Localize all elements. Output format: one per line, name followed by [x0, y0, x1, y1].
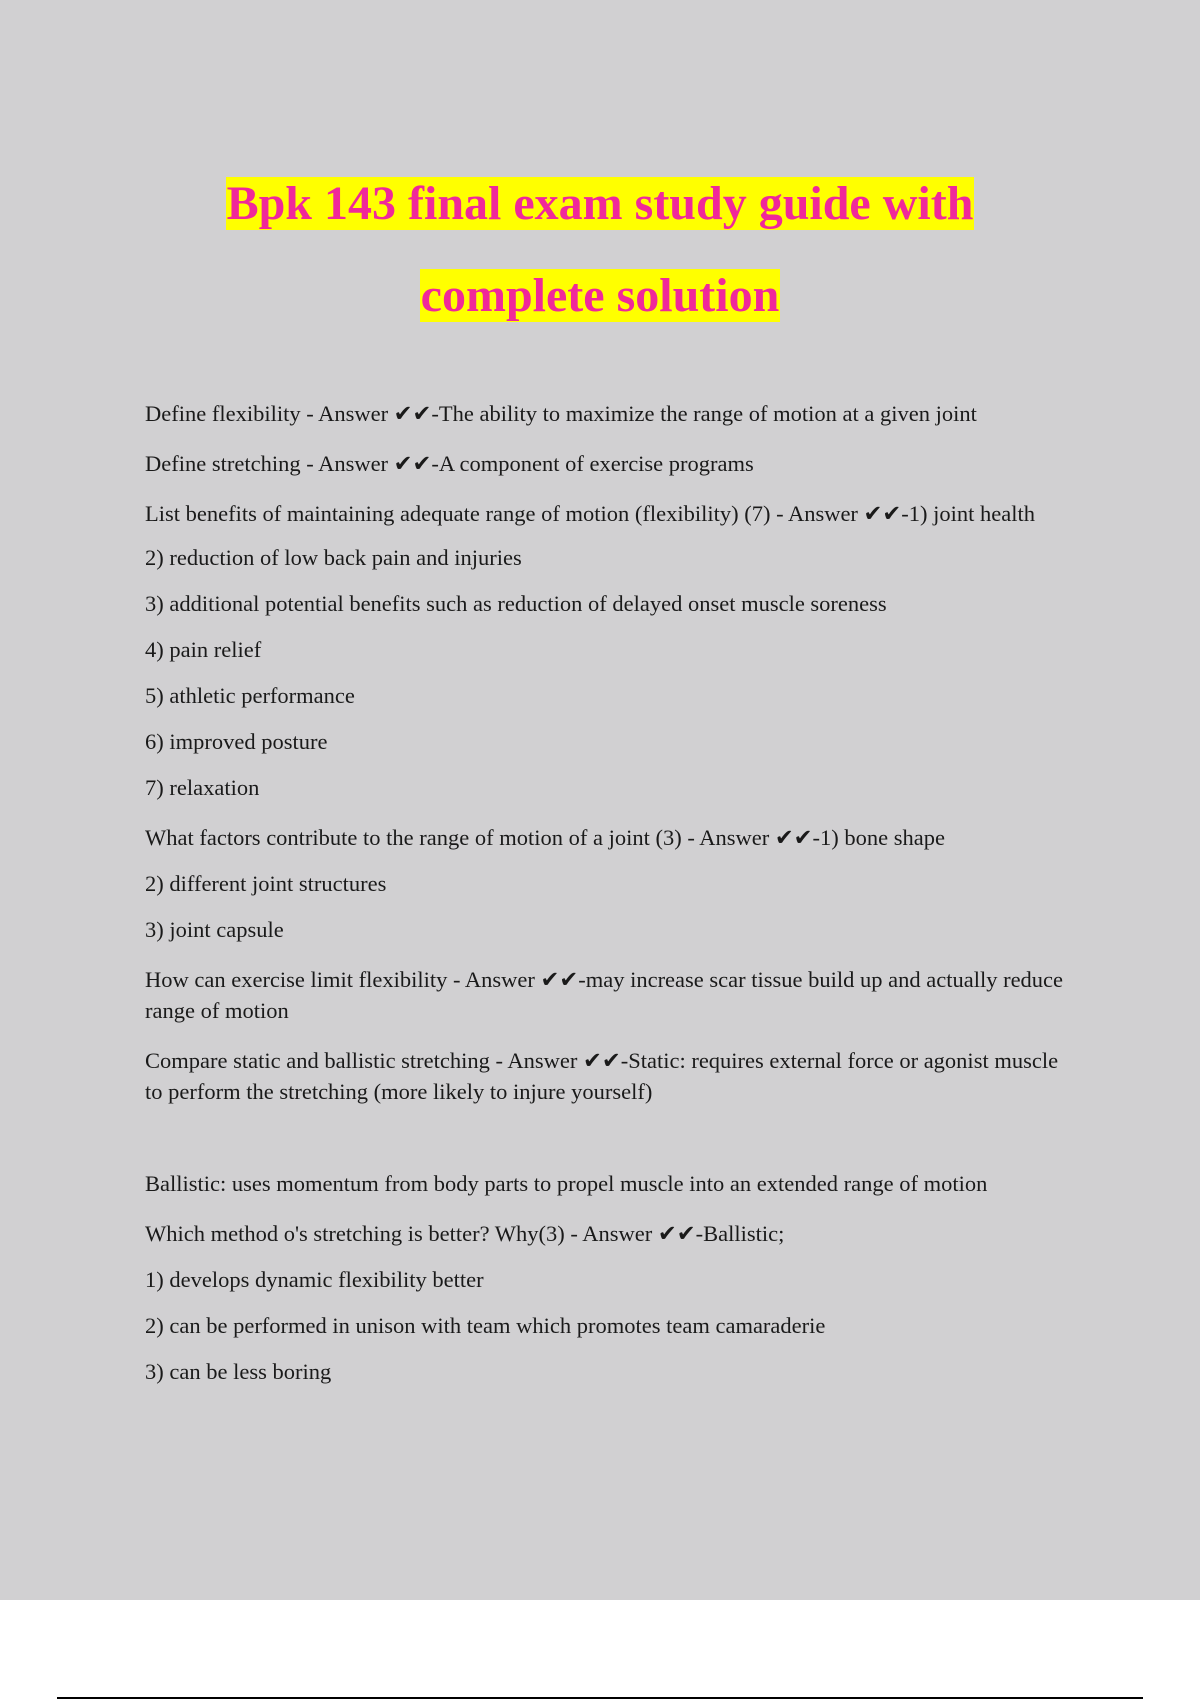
study-guide-content	[145, 398, 1065, 1387]
qa-line: 4) pain relief	[145, 637, 262, 662]
title-line-1: Bpk 143 final exam study guide with	[226, 177, 974, 230]
qa-line: 1) develops dynamic flexibility better	[145, 1267, 484, 1292]
qa-line: 3) additional potential benefits such as reduction of delayed onset muscle soreness	[145, 591, 887, 616]
qa-line: Define stretching - Answer ✔✔-A component of exercise programs	[145, 451, 754, 476]
qa-line: 2) different joint structures	[145, 871, 387, 896]
qa-line: 7) relaxation	[145, 775, 260, 800]
qa-line: Compare static and ballistic stretching - Answer ✔✔-Static: requires external force or agonist muscle to perform the stretching (more likely to injure yourself)	[145, 1048, 1059, 1104]
next-page-rule	[57, 1697, 1143, 1699]
qa-line: 3) joint capsule	[145, 917, 284, 942]
qa-line: Ballistic: uses momentum from body parts to propel muscle into an extended range of motion	[145, 1171, 988, 1196]
qa-line: Define flexibility - Answer ✔✔-The ability to maximize the range of motion at a given joint	[145, 401, 977, 426]
qa-line: How can exercise limit flexibility - Answer ✔✔-may increase scar tissue build up and actually reduce range of motion	[145, 967, 1064, 1023]
qa-line: 5) athletic performance	[145, 683, 355, 708]
qa-line: What factors contribute to the range of motion of a joint (3) - Answer ✔✔-1) bone shape	[145, 825, 945, 850]
qa-line: 6) improved posture	[145, 729, 328, 754]
qa-line: 2) can be performed in unison with team which promotes team camaraderie	[145, 1313, 826, 1338]
qa-line: 3) can be less boring	[145, 1359, 332, 1384]
qa-line: List benefits of maintaining adequate range of motion (flexibility) (7) - Answer ✔✔-1) joint health	[145, 501, 1035, 526]
qa-line: 2) reduction of low back pain and injuries	[145, 545, 522, 570]
document-title	[0, 158, 1200, 342]
qa-line: Which method o's stretching is better? Why(3) - Answer ✔✔-Ballistic;	[145, 1221, 785, 1246]
title-line-2: complete solution	[420, 269, 780, 322]
